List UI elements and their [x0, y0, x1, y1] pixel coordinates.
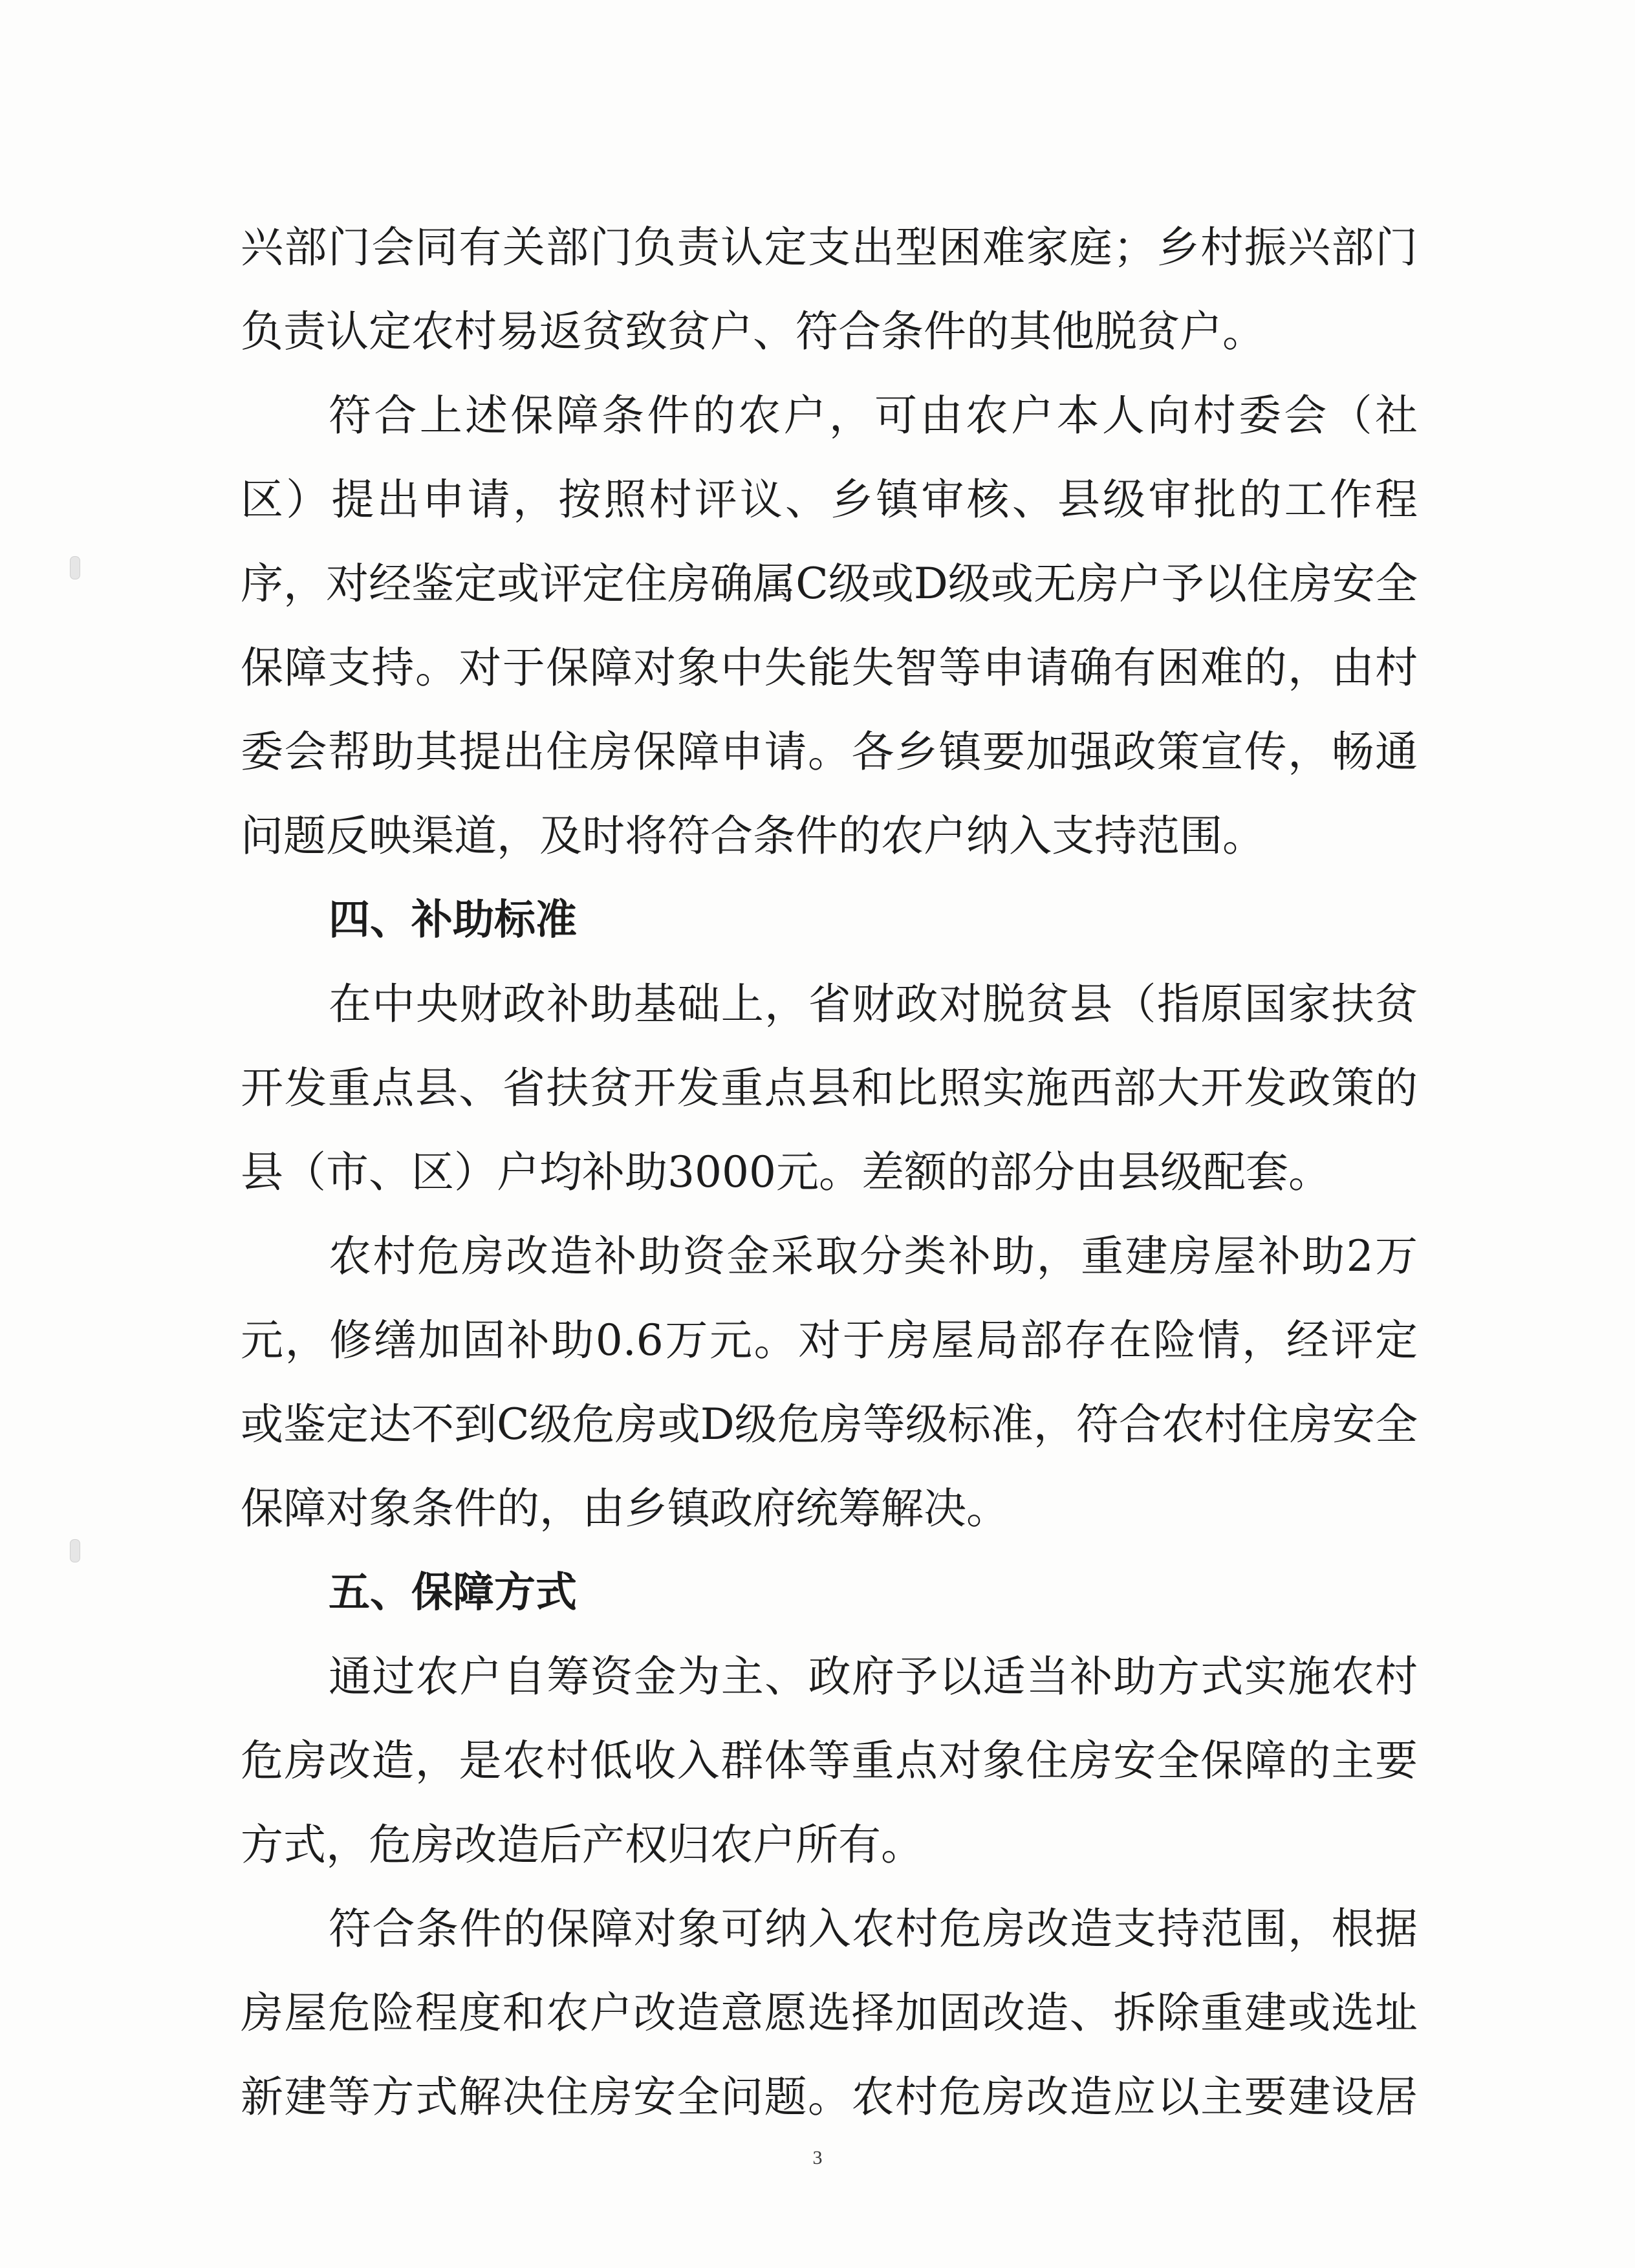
text-line: 危房改造，是农村低收入群体等重点对象住房安全保障的主要 — [241, 1736, 1418, 1786]
text-line: 或鉴定达不到C级危房或D级危房等级标准，符合农村住房安全 — [241, 1399, 1418, 1449]
text-line: 保障对象条件的，由乡镇政府统筹解决。 — [241, 1484, 1009, 1533]
text-line: 农村危房改造补助资金采取分类补助，重建房屋补助2万 — [329, 1231, 1418, 1281]
text-line: 负责认定农村易返贫致贫户、符合条件的其他脱贫户。 — [241, 307, 1265, 356]
binding-hole — [70, 556, 80, 579]
binding-hole — [70, 1539, 80, 1562]
text-line: 区）提出申请，按照村评议、乡镇审核、县级审批的工作程 — [241, 475, 1418, 524]
text-line: 委会帮助其提出住房保障申请。各乡镇要加强政策宣传，畅通 — [241, 727, 1418, 777]
page-number: 3 — [812, 2147, 823, 2168]
text-line: 序，对经鉴定或评定住房确属C级或D级或无房户予以住房安全 — [241, 559, 1418, 609]
text-line: 兴部门会同有关部门负责认定支出型困难家庭；乡村振兴部门 — [241, 222, 1418, 272]
text-line: 在中央财政补助基础上，省财政对脱贫县（指原国家扶贫 — [329, 979, 1418, 1029]
text-line: 开发重点县、省扶贫开发重点县和比照实施西部大开发政策的 — [241, 1063, 1418, 1113]
text-line: 元，修缮加固补助0.6万元。对于房屋局部存在险情，经评定 — [241, 1315, 1418, 1365]
text-line: 新建等方式解决住房安全问题。农村危房改造应以主要建设居 — [241, 2072, 1418, 2122]
body-text — [241, 206, 1418, 2139]
text-line: 保障支持。对于保障对象中失能失智等申请确有困难的，由村 — [241, 643, 1418, 693]
text-line: 通过农户自筹资金为主、政府予以适当补助方式实施农村 — [329, 1652, 1418, 1701]
text-line: 符合上述保障条件的农户，可由农户本人向村委会（社 — [329, 391, 1418, 440]
text-line: 方式，危房改造后产权归农户所有。 — [241, 1820, 924, 1870]
text-line: 符合条件的保障对象可纳入农村危房改造支持范围，根据 — [329, 1904, 1418, 1954]
text-line: 房屋危险程度和农户改造意愿选择加固改造、拆除重建或选址 — [241, 1988, 1418, 2038]
text-line: 县（市、区）户均补助3000元。差额的部分由县级配套。 — [241, 1147, 1331, 1197]
text-line: 问题反映渠道，及时将符合条件的农户纳入支持范围。 — [241, 811, 1265, 861]
section-heading: 五、保障方式 — [329, 1569, 577, 1617]
section-heading: 四、补助标准 — [329, 896, 577, 944]
